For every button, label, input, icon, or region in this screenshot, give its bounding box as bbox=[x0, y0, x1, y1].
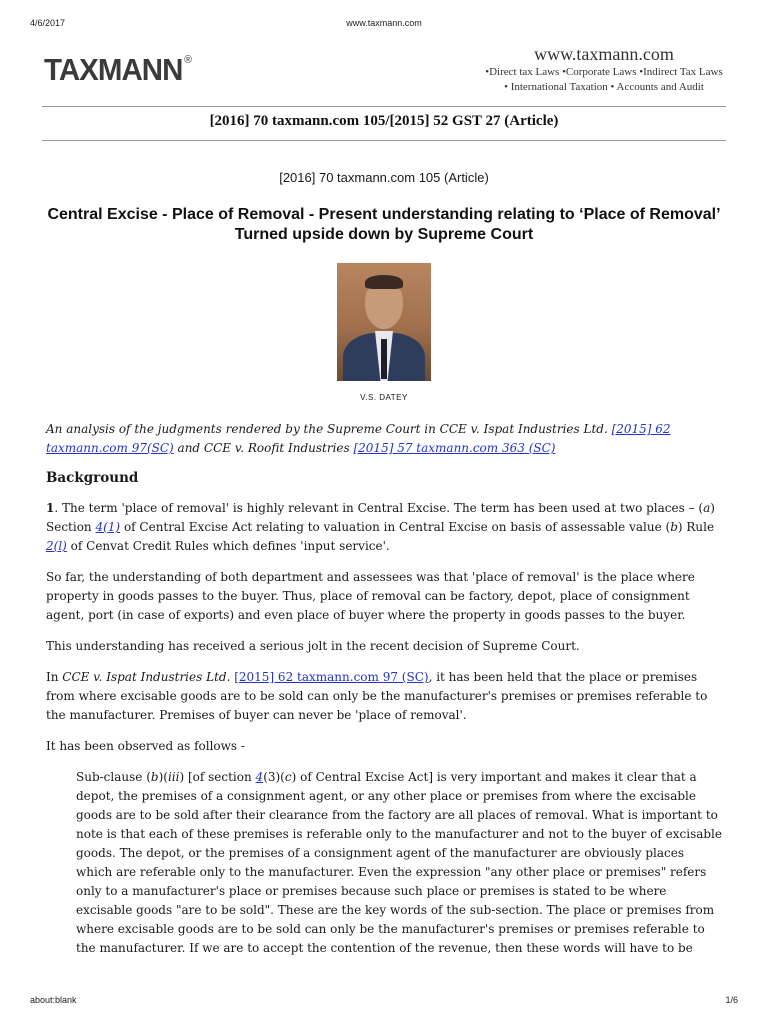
section-heading-background: Background bbox=[46, 470, 139, 486]
tagline-line-2: • International Taxation • Accounts and Audit bbox=[504, 81, 704, 93]
taxmann-logo[interactable]: TAXMANN ® bbox=[44, 52, 192, 87]
rule-2-l-link[interactable]: 2(l) bbox=[46, 539, 67, 553]
section-4-1-link[interactable]: 4(1) bbox=[95, 520, 121, 534]
print-url: www.taxmann.com bbox=[346, 18, 422, 28]
footer-left: about:blank bbox=[30, 995, 77, 1005]
paragraph-3: This understanding has received a serious jolt in the recent decision of Supreme Court. bbox=[46, 639, 580, 653]
citation-link-ispat[interactable]: [2015] 62 taxmann.com 97(SC) bbox=[46, 422, 671, 455]
article-summary: An analysis of the judgments rendered by the Supreme Court in CCE v. Ispat Industries Ltd. [2015] 62 taxmann.com 97(SC) and CCE v. Roofit Industries [2015] 57 taxmann.com 363 (SC) bbox=[46, 422, 671, 455]
citation-link-ispat-body[interactable]: [2015] 62 taxmann.com 97 (SC) bbox=[234, 670, 429, 684]
citation-title: [2016] 70 taxmann.com 105/[2015] 52 GST 27 (Article) bbox=[209, 113, 559, 129]
masthead bbox=[44, 44, 724, 102]
paragraph-4: In CCE v. Ispat Industries Ltd. [2015] 62 taxmann.com 97 (SC), it has been held that the place or premises from where excisable goods are to be sold can only be the manufacturer's premises or premises referable to the manufacturer. Premises of buyer can never be 'place of removal'. bbox=[46, 670, 708, 722]
article-content bbox=[46, 170, 722, 970]
registered-mark: ® bbox=[184, 53, 192, 66]
print-date: 4/6/2017 bbox=[30, 18, 66, 28]
author-name: V.S. DATEY bbox=[360, 393, 408, 402]
paragraph-5: It has been observed as follows - bbox=[46, 739, 245, 753]
citation-link-roofit[interactable]: [2015] 57 taxmann.com 363 (SC) bbox=[353, 441, 556, 455]
masthead-right bbox=[484, 44, 724, 95]
site-url[interactable]: www.taxmann.com bbox=[534, 44, 674, 64]
header-divider bbox=[42, 106, 726, 107]
article-reference: [2016] 70 taxmann.com 105 (Article) bbox=[279, 170, 489, 185]
paragraph-1: 1. The term 'place of removal' is highly relevant in Central Excise. The term has been used at two places – (a) Section 4(1) of Central Excise Act relating to valuation in Central Excise on basis of assessable value (b) Rule 2(l) of Cenvat Credit Rules which defines 'input service'. bbox=[46, 501, 715, 553]
page-number: 1/6 bbox=[725, 995, 738, 1005]
title-divider bbox=[42, 140, 726, 141]
print-footer bbox=[30, 995, 738, 1005]
article-headline: Central Excise - Place of Removal - Present understanding relating to ‘Place of Removal’ Turned upside down by Supreme Court bbox=[47, 206, 721, 243]
author-photo bbox=[337, 263, 431, 381]
section-4-link[interactable]: 4 bbox=[255, 770, 264, 784]
paragraph-2: So far, the understanding of both department and assessees was that 'place of removal' is the place where property in goods passes to the buyer. Thus, place of removal can be factory, depot, place of consignment agent, port (in case of exports) and even place of buyer where the property in goods passes to the buyer. bbox=[46, 570, 695, 622]
block-quote: Sub-clause (b)(iii) [of section 4(3)(c) of Central Excise Act] is very important and makes it clear that a depot, the premises of a consignment agent, or any other place or premises from where the excisable goods are to be sold after their clearance from the factory are all places of removal. What is important to note is that each of these premises is referable only to the manufacturer and not to the buyer of excisable goods. The depot, or the premises of a consignment agent of the manufacturer are obviously places which are referable only to the manufacturer. Even the expression "any other place or premises" refers only to a manufacturer's place or premises because such place or premises is stated to be where excisable goods "are to be sold". These are the key words of the sub-section. The place or premises from where excisable goods are to be sold can only be the manufacturer's premises or premises referable to the manufacturer. If we are to accept the contention of the revenue, then these words will have to be bbox=[76, 770, 722, 955]
tagline-line-1: •Direct tax Laws •Corporate Laws •Indirect Tax Laws bbox=[485, 66, 723, 78]
